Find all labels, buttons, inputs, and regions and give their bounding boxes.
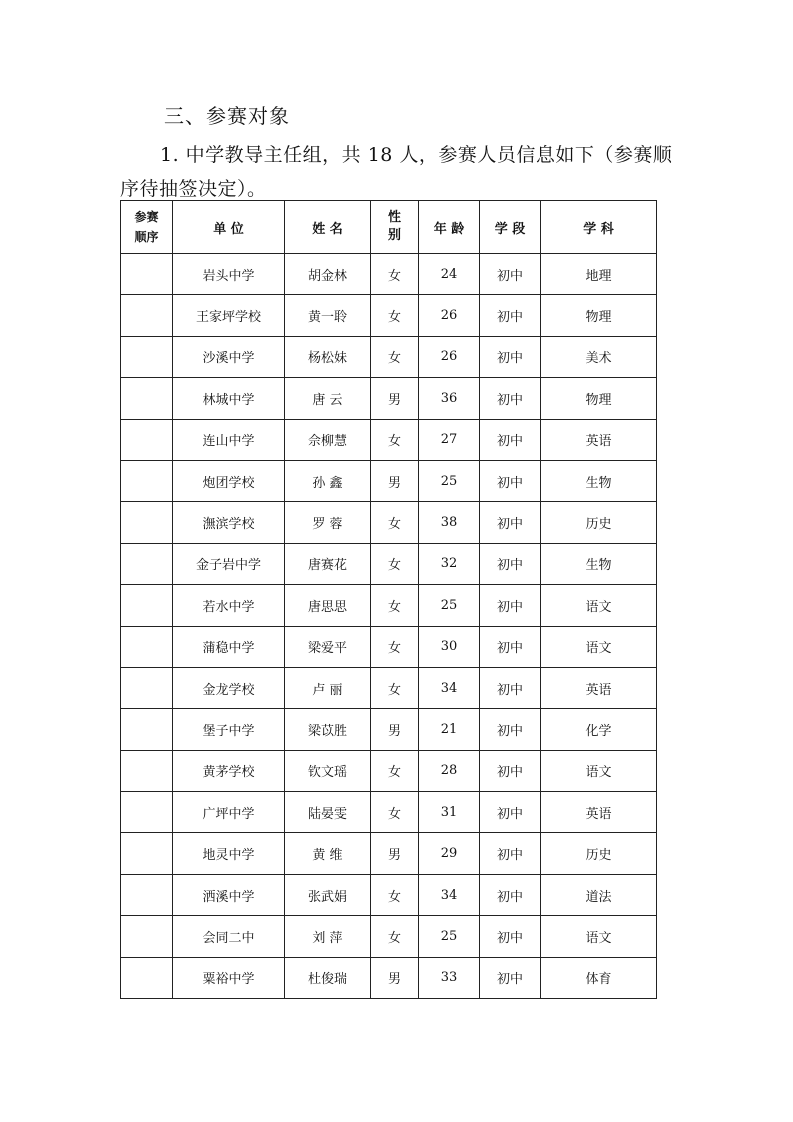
table-row [121,336,657,377]
cell-stage: 初中 [480,460,541,501]
cell-age: 36 [419,378,480,419]
header-sex-line1: 性 [387,210,401,225]
table-row [121,419,657,460]
cell-subject: 英语 [541,419,657,460]
cell-order [121,709,173,750]
cell-age: 32 [419,543,480,584]
table-row [121,750,657,791]
cell-stage: 初中 [480,709,541,750]
header-order [121,201,173,254]
cell-unit: 沙溪中学 [173,336,285,377]
cell-name: 梁苡胜 [285,709,371,750]
cell-stage: 初中 [480,378,541,419]
cell-stage: 初中 [480,874,541,915]
cell-order [121,585,173,626]
cell-subject: 物理 [541,295,657,336]
cell-unit: 广坪中学 [173,792,285,833]
cell-unit: 洒溪中学 [173,874,285,915]
cell-order [121,254,173,295]
cell-name: 唐 云 [285,378,371,419]
cell-name: 唐思思 [285,585,371,626]
header-row [121,201,657,254]
cell-name: 黄一聆 [285,295,371,336]
cell-unit: 炮团学校 [173,460,285,501]
cell-sex: 男 [371,957,419,998]
cell-stage: 初中 [480,336,541,377]
cell-age: 21 [419,709,480,750]
cell-stage: 初中 [480,295,541,336]
cell-subject: 英语 [541,667,657,708]
cell-unit: 王家坪学校 [173,295,285,336]
cell-subject: 语文 [541,626,657,667]
cell-unit: 金子岩中学 [173,543,285,584]
cell-unit: 蒲稳中学 [173,626,285,667]
cell-subject: 语文 [541,585,657,626]
cell-name: 唐赛花 [285,543,371,584]
header-subject: 学 科 [541,201,657,254]
cell-unit: 岩头中学 [173,254,285,295]
cell-age: 31 [419,792,480,833]
table-row [121,585,657,626]
cell-age: 24 [419,254,480,295]
cell-subject: 物理 [541,378,657,419]
cell-subject: 生物 [541,543,657,584]
cell-age: 29 [419,833,480,874]
table-row [121,874,657,915]
cell-sex: 女 [371,295,419,336]
table-row [121,916,657,957]
cell-age: 38 [419,502,480,543]
cell-name: 杜俊瑞 [285,957,371,998]
cell-sex: 女 [371,419,419,460]
cell-age: 25 [419,460,480,501]
cell-unit: 堡子中学 [173,709,285,750]
cell-sex: 男 [371,709,419,750]
section-heading: 三、参赛对象 [164,104,290,128]
cell-unit: 金龙学校 [173,667,285,708]
table-row [121,254,657,295]
cell-sex: 女 [371,543,419,584]
cell-age: 28 [419,750,480,791]
table-row [121,460,657,501]
header-unit: 单 位 [173,201,285,254]
cell-stage: 初中 [480,626,541,667]
cell-order [121,295,173,336]
cell-sex: 女 [371,336,419,377]
cell-order [121,378,173,419]
cell-order [121,336,173,377]
cell-order [121,874,173,915]
table-header [121,201,657,254]
cell-age: 34 [419,874,480,915]
intro-paragraph: 1. 中学教导主任组，共 18 人，参赛人员信息如下（参赛顺序待抽签决定）。 [120,144,673,200]
cell-order [121,419,173,460]
cell-name: 梁爱平 [285,626,371,667]
cell-sex: 男 [371,833,419,874]
cell-name: 杨松妹 [285,336,371,377]
cell-sex: 女 [371,792,419,833]
cell-stage: 初中 [480,543,541,584]
cell-name: 佘柳慧 [285,419,371,460]
header-stage: 学 段 [480,201,541,254]
cell-unit: 连山中学 [173,419,285,460]
cell-stage: 初中 [480,916,541,957]
table-row [121,502,657,543]
cell-sex: 男 [371,378,419,419]
table-row [121,792,657,833]
cell-sex: 女 [371,874,419,915]
table-body [121,254,657,999]
cell-age: 27 [419,419,480,460]
cell-unit: 黄茅学校 [173,750,285,791]
header-sex [371,201,419,254]
cell-age: 26 [419,336,480,377]
cell-unit: 潕滨学校 [173,502,285,543]
table-row [121,626,657,667]
cell-order [121,916,173,957]
cell-sex: 女 [371,626,419,667]
cell-age: 34 [419,667,480,708]
cell-unit: 会同二中 [173,916,285,957]
header-sex-line2: 别 [387,228,401,243]
cell-subject: 语文 [541,916,657,957]
cell-stage: 初中 [480,419,541,460]
cell-name: 刘 萍 [285,916,371,957]
header-order-line1: 参赛 [134,210,159,224]
cell-name: 钦文瑶 [285,750,371,791]
cell-subject: 历史 [541,502,657,543]
cell-age: 25 [419,916,480,957]
header-order-line2: 顺序 [134,230,159,244]
cell-subject: 道法 [541,874,657,915]
cell-subject: 语文 [541,750,657,791]
cell-subject: 英语 [541,792,657,833]
cell-age: 30 [419,626,480,667]
cell-name: 卢 丽 [285,667,371,708]
cell-name: 黄 维 [285,833,371,874]
cell-order [121,833,173,874]
cell-stage: 初中 [480,254,541,295]
table-row [121,295,657,336]
table-row [121,378,657,419]
table-row [121,709,657,750]
cell-order [121,957,173,998]
cell-subject: 体育 [541,957,657,998]
cell-name: 罗 蓉 [285,502,371,543]
cell-sex: 女 [371,750,419,791]
cell-subject: 化学 [541,709,657,750]
cell-sex: 女 [371,502,419,543]
cell-name: 胡金林 [285,254,371,295]
header-age: 年 龄 [419,201,480,254]
cell-sex: 男 [371,460,419,501]
cell-name: 孙 鑫 [285,460,371,501]
cell-sex: 女 [371,916,419,957]
header-name: 姓 名 [285,201,371,254]
cell-sex: 女 [371,585,419,626]
table-row [121,543,657,584]
cell-stage: 初中 [480,957,541,998]
participants-table [120,200,657,999]
cell-subject: 生物 [541,460,657,501]
cell-stage: 初中 [480,750,541,791]
cell-unit: 粟裕中学 [173,957,285,998]
cell-age: 33 [419,957,480,998]
cell-subject: 美术 [541,336,657,377]
cell-order [121,626,173,667]
cell-age: 26 [419,295,480,336]
cell-stage: 初中 [480,585,541,626]
table-row [121,957,657,998]
cell-order [121,750,173,791]
cell-subject: 历史 [541,833,657,874]
cell-stage: 初中 [480,667,541,708]
cell-unit: 林城中学 [173,378,285,419]
cell-order [121,460,173,501]
cell-order [121,667,173,708]
cell-sex: 女 [371,254,419,295]
table-row [121,667,657,708]
cell-name: 陆晏雯 [285,792,371,833]
cell-age: 25 [419,585,480,626]
table-row [121,833,657,874]
cell-name: 张武娟 [285,874,371,915]
cell-stage: 初中 [480,792,541,833]
cell-unit: 地灵中学 [173,833,285,874]
cell-sex: 女 [371,667,419,708]
cell-subject: 地理 [541,254,657,295]
cell-order [121,543,173,584]
cell-order [121,502,173,543]
cell-order [121,792,173,833]
cell-stage: 初中 [480,502,541,543]
cell-stage: 初中 [480,833,541,874]
cell-unit: 若水中学 [173,585,285,626]
